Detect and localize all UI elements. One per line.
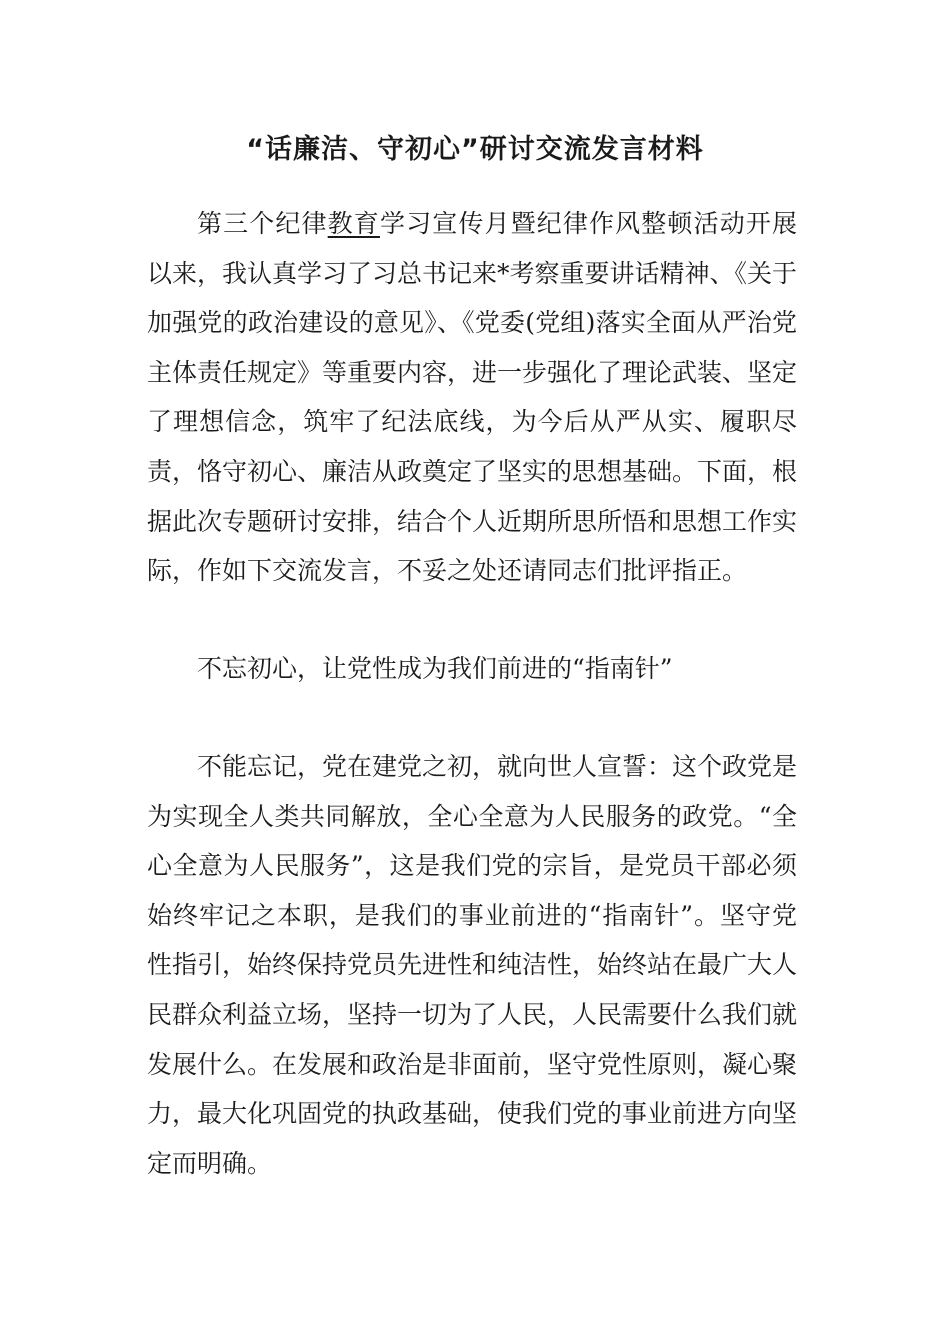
section-heading: 不忘初心，让党性成为我们前进的“指南针”: [197, 654, 673, 683]
underlined-word: 教育: [327, 209, 380, 238]
document-title: “话廉洁、守初心”研讨交流发言材料: [246, 134, 704, 165]
section-body-paragraph: 不能忘记，党在建党之初，就向世人宣誓：这个政党是为实现全人类共同解放，全心全意为人民服务的政党。“全心全意为人民服务”，这是我们党的宗旨，是党员干部必须始终牢记之本职，是我们的事业前进的“指南针”。坚守党性指引，始终保持党员先进性和纯洁性，始终站在最广大人民群众利益立场，坚持一切为了人民，人民需要什么我们就发展什么。在发展和政治是非面前，坚守党性原则，凝心聚力，最大化巩固党的执政基础，使我们党的事业前进方向坚定而明确。: [147, 752, 798, 1178]
intro-text-start: 第三个纪律: [197, 209, 328, 238]
intro-paragraph: [147, 199, 797, 596]
intro-text-rest: 学习宣传月暨纪律作风整顿活动开展以来，我认真学习了习总书记来*考察重要讲话精神、《关于加强党的政治建设的意见》、《党委(党组)落实全面从严治党主体责任规定》等重要内容，进一步强化了理论武装、坚定了理想信念，筑牢了纪法底线，为今后从严从实、履职尽责，恪守初心、廉洁从政奠定了坚实的思想基础。下面，根据此次专题研讨安排，结合个人近期所思所悟和思想工作实际，作如下交流发言，不妥之处还请同志们批评指正。: [147, 209, 798, 586]
